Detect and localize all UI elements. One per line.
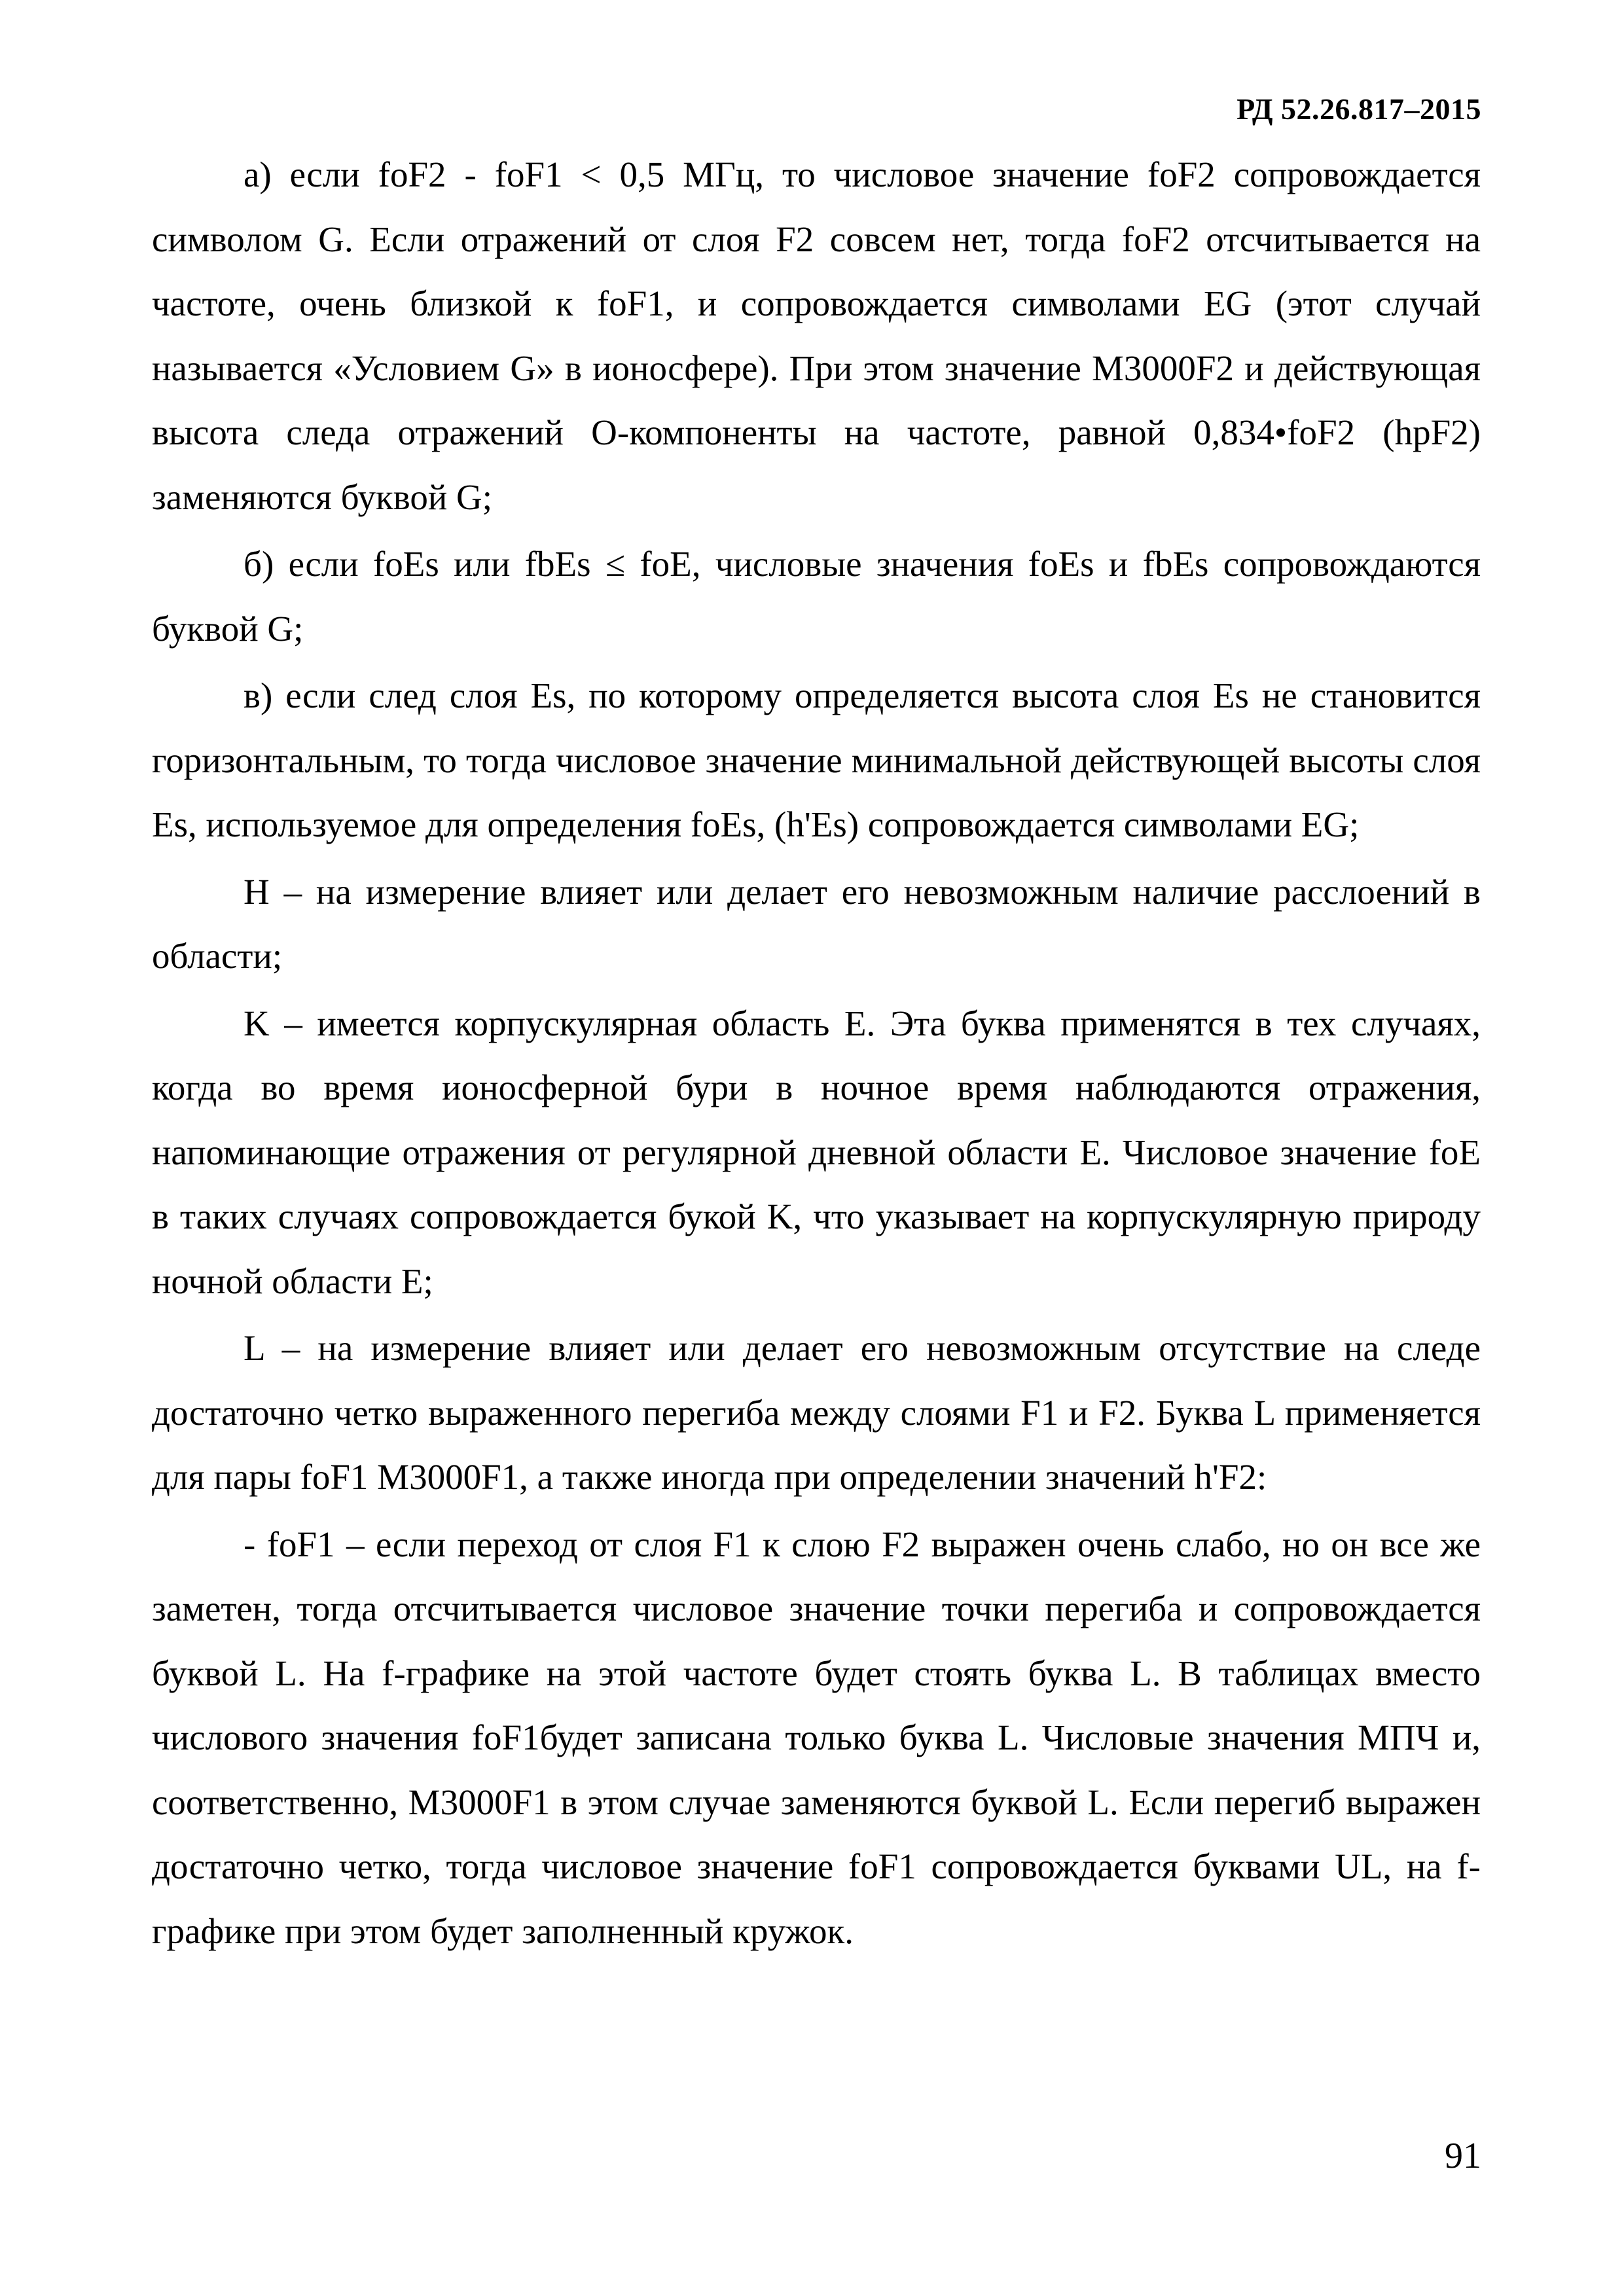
paragraph-h: H – на измерение влияет или делает его невозможным наличие расслоений в области;	[152, 871, 1481, 976]
document-body	[152, 143, 1481, 1966]
page-number: 91	[1445, 2136, 1481, 2176]
paragraph-a: а) если foF2 - foF1 < 0,5 МГц, то числовое значение foF2 сопровождается символом G. Если отражений от слоя F2 совсем нет, тогда foF2 отсчитывается на частоте, очень близкой к foF1, и сопровождается символами EG (этот случай называется «Условием G» в ионосфере). При этом значение M3000F2 и действующая высота следа отражений О-компоненты на частоте, равной 0,834•foF2 (hpF2) заменяются буквой G;	[152, 154, 1481, 517]
paragraph-b: б) если foEs или fbEs ≤ foE, числовые значения foEs и fbEs сопровождаются буквой G;	[152, 544, 1481, 649]
document-code-header: РД 52.26.817–2015	[1236, 92, 1481, 126]
paragraph-l: L – на измерение влияет или делает его невозможным отсутствие на следе достаточно четко выраженного перегиба между слоями F1 и F2. Буква L применяется для пары foF1 M3000F1, а также иногда при определении значений h'F2:	[152, 1328, 1481, 1497]
paragraph-k: K – имеется корпускулярная область E. Эта буква применятся в тех случаях, когда во время ионосферной бури в ночное время наблюдаются отражения, напоминающие отражения от регулярной дневной области E. Числовое значение foE в таких случаях сопровождается букой K, что указывает на корпускулярную природу ночной области E;	[152, 1003, 1481, 1301]
paragraph-fof1: - foF1 – если переход от слоя F1 к слою F2 выражен очень слабо, но он все же заметен, тогда отсчитывается числовое значение точки перегиба и сопровождается буквой L. На f-графике на этой частоте будет стоять буква L. В таблицах вместо числового значения foF1будет записана только буква L. Числовые значения МПЧ и, соответственно, M3000F1 в этом случае заменяются буквой L. Если перегиб выражен достаточно четко, тогда числовое значение foF1 сопровождается буквами UL, на f-графике при этом будет заполненный кружок.	[152, 1524, 1481, 1951]
paragraph-v: в) если след слоя Es, по которому определяется высота слоя Es не становится горизонтальным, то тогда числовое значение минимальной действующей высоты слоя Es, используемое для определения foEs, (h'Es) сопровождается символами EG;	[152, 675, 1481, 844]
